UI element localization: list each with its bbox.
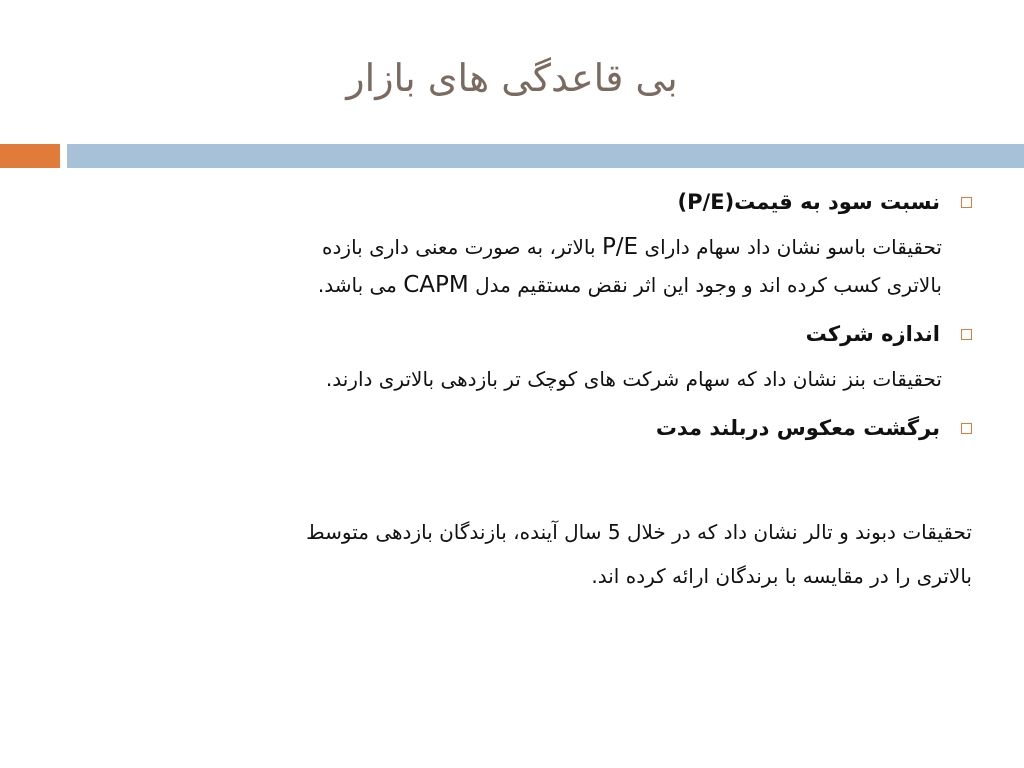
bullet-heading: اندازه شرکت [805, 322, 940, 346]
bullet-long-term-reversal [80, 408, 942, 448]
bullet-body [80, 360, 942, 398]
bullet-heading: برگشت معکوس دربلند مدت [655, 416, 940, 440]
bullet-firm-size [80, 314, 942, 354]
body-text: بالاتری کسب کرده اند و وجود این اثر نقض مستقیم مدل [468, 273, 942, 297]
bullet-body [80, 228, 942, 304]
body-line [80, 266, 942, 304]
latin-term: CAPM [403, 272, 469, 298]
accent-bar [0, 144, 60, 168]
slide-content [80, 182, 942, 448]
body-line: تحقیقات دبوند و تالر نشان داد که در خلال 5 سال آینده، بازندگان بازدهی متوسط [306, 520, 972, 544]
header-bar [67, 144, 1024, 168]
square-bullet-icon [961, 197, 972, 208]
latin-term: P/E [601, 234, 639, 260]
body-line [80, 228, 942, 266]
slide-title: بی قاعدگی های بازار [346, 56, 678, 100]
square-bullet-icon [961, 329, 972, 340]
reversal-paragraph [80, 510, 972, 598]
body-line: بالاتری را در مقایسه با برندگان ارائه کرده اند. [591, 564, 972, 588]
body-line: تحقیقات بنز نشان داد که سهام شرکت های کوچک تر بازدهی بالاتری دارند. [325, 367, 942, 391]
body-text: تحقیقات باسو نشان داد سهام دارای [638, 235, 942, 259]
body-text: بالاتر، به صورت معنی داری بازده [322, 235, 602, 259]
body-text: می باشد. [317, 273, 404, 297]
bullet-heading: نسبت سود به قیمت(P/E) [677, 190, 940, 214]
square-bullet-icon [961, 423, 972, 434]
bullet-pe-ratio [80, 182, 942, 222]
